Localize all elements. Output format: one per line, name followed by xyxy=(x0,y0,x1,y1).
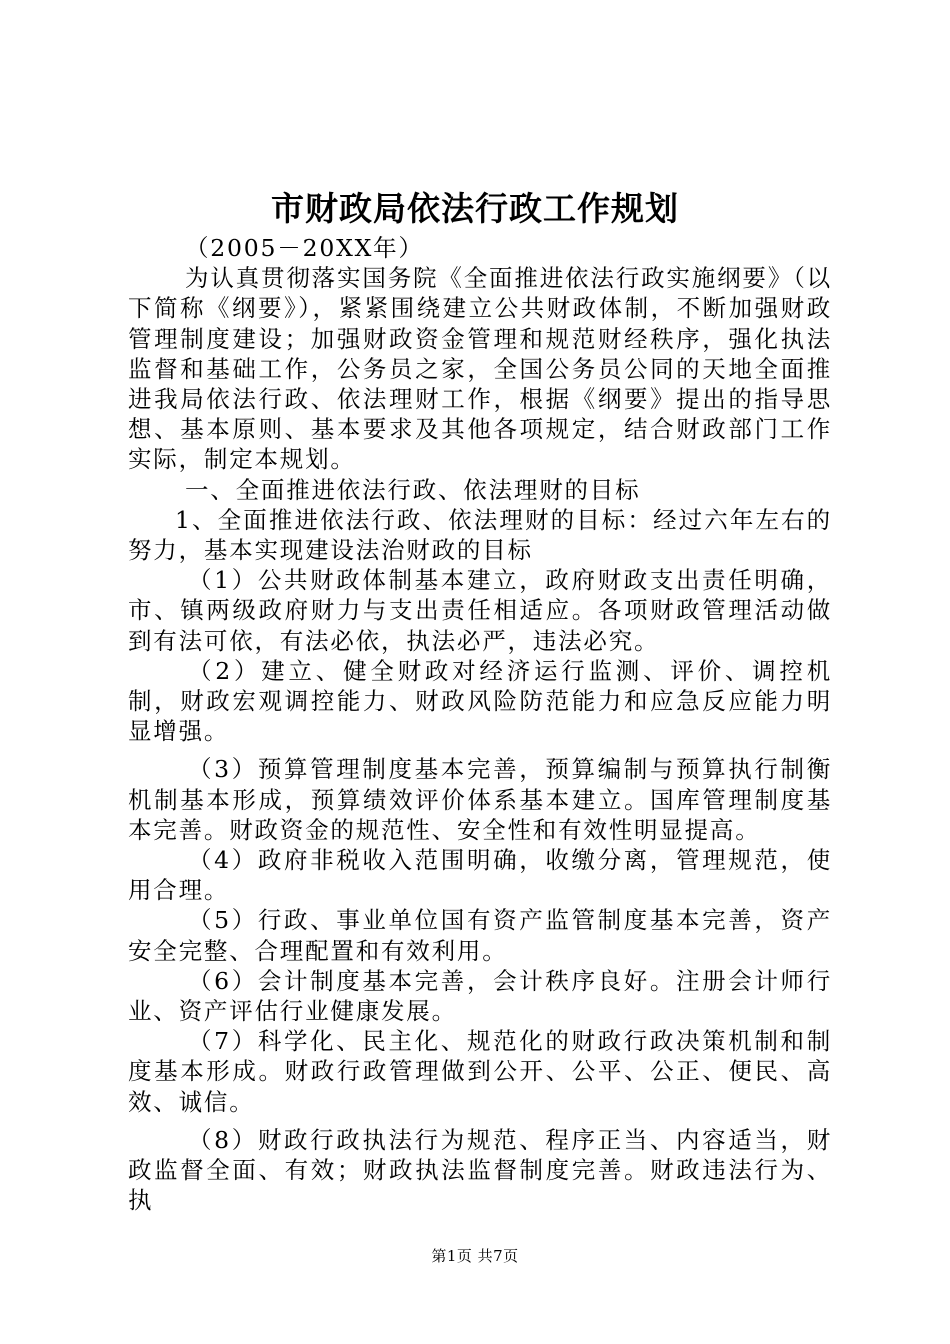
list-item: （2）建立、健全财政对经济运行监测、评价、调控机制，财政宏观调控能力、财政风险防范能力和应急反应能力明显增强。 xyxy=(128,656,832,746)
date-range: （2005－20XX年） xyxy=(185,234,424,262)
subsection-heading-1: 1、全面推进依法行政、依法理财的目标：经过六年左右的努力，基本实现建设法治财政的目标 xyxy=(128,505,832,565)
list-item: （4）政府非税收入范围明确，收缴分离，管理规范，使用合理。 xyxy=(128,846,832,905)
list-item: （5）行政、事业单位国有资产监管制度基本完善，资产安全完整、合理配置和有效利用。 xyxy=(128,906,832,965)
section-heading-1: 一、全面推进依法行政、依法理财的目标 xyxy=(185,475,641,504)
page-number-footer: 第1页 共7页 xyxy=(431,1247,519,1265)
list-item: （3）预算管理制度基本完善，预算编制与预算执行制衡机制基本形成，预算绩效评价体系基本建立。国库管理制度基本完善。财政资金的规范性、安全性和有效性明显提高。 xyxy=(128,755,832,844)
intro-paragraph: 为认真贯彻落实国务院《全面推进依法行政实施纲要》（以下简称《纲要》），紧紧围绕建立公共财政体制，不断加强财政管理制度建设；加强财政资金管理和规范财经秩序，强化执法监督和基础工作，公务员之家，全国公务员公同的天地全面推进我局依法行政、依法理财工作，根据《纲要》提出的指导思想、基本原则、基本要求及其他各项规定，结合财政部门工作实际，制定本规划。 xyxy=(128,264,832,474)
list-item: （1）公共财政体制基本建立，政府财政支出责任明确，市、镇两级政府财力与支出责任相适应。各项财政管理活动做到有法可依，有法必依，执法必严，违法必究。 xyxy=(128,566,832,655)
list-item: （6）会计制度基本完善，会计秩序良好。注册会计师行业、资产评估行业健康发展。 xyxy=(128,966,832,1026)
document-body xyxy=(128,233,832,1216)
list-item: （8）财政行政执法行为规范、程序正当、内容适当，财政监督全面、有效；财政执法监督制度完善。财政违法行为、执 xyxy=(128,1125,832,1215)
list-item: （7）科学化、民主化、规范化的财政行政决策机制和制度基本形成。财政行政管理做到公开、公平、公正、便民、高效、诚信。 xyxy=(128,1027,832,1116)
document-title: 市财政局依法行政工作规划 xyxy=(271,189,679,228)
